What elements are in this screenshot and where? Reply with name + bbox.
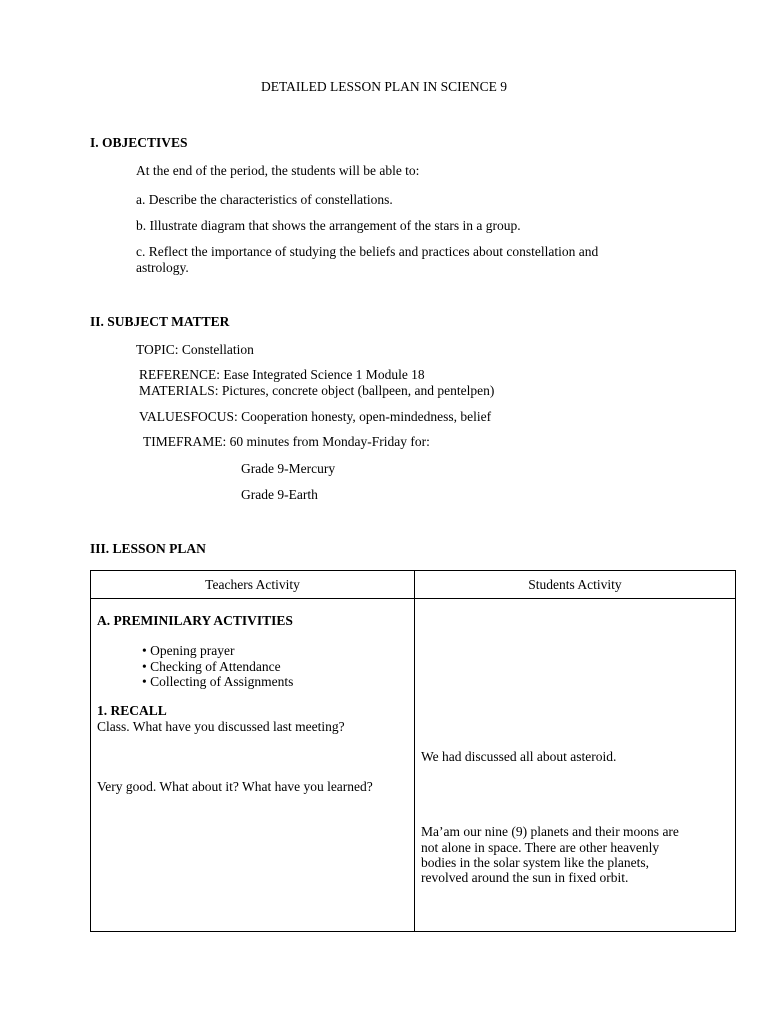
objective-item-a: a. Describe the characteristics of constellations. <box>136 192 393 207</box>
preliminary-activities-list <box>142 643 293 690</box>
column-header-students: Students Activity <box>415 571 736 599</box>
preliminary-activities-heading: A. PREMINILARY ACTIVITIES <box>97 613 293 628</box>
lesson-plan-table <box>90 570 736 932</box>
objectives-heading: I. OBJECTIVES <box>90 135 188 150</box>
students-activity-cell <box>415 599 736 932</box>
grade-item: Grade 9-Mercury <box>241 461 336 476</box>
student-line: not alone in space. There are other heavenly <box>421 840 660 855</box>
objective-item-c: c. Reflect the importance of studying the beliefs and practices about constellation and <box>136 244 599 259</box>
list-item: • Checking of Attendance <box>142 658 281 674</box>
materials-line: MATERIALS: Pictures, concrete object (ballpeen, and pentelpen) <box>139 383 495 398</box>
teacher-line: Very good. What about it? What have you learned? <box>97 779 373 794</box>
student-line: Ma’am our nine (9) planets and their moons are <box>421 824 679 839</box>
table-row <box>91 599 736 932</box>
document-title: DETAILED LESSON PLAN IN SCIENCE 9 <box>260 79 508 94</box>
teacher-line: Class. What have you discussed last meeting? <box>97 719 345 734</box>
timeframe-line: TIMEFRAME: 60 minutes from Monday-Friday for: <box>143 434 430 449</box>
student-line: bodies in the solar system like the planets, <box>421 855 649 870</box>
objective-item-b: b. Illustrate diagram that shows the arrangement of the stars in a group. <box>136 218 521 233</box>
values-focus-line: VALUESFOCUS: Cooperation honesty, open-mindedness, belief <box>139 409 492 424</box>
student-line: We had discussed all about asteroid. <box>421 749 617 764</box>
objectives-intro: At the end of the period, the students will be able to: <box>136 163 420 178</box>
topic-line: TOPIC: Constellation <box>136 342 254 357</box>
column-header-teachers: Teachers Activity <box>91 571 415 599</box>
table-header-row <box>91 571 736 599</box>
teachers-activity-cell <box>91 599 415 932</box>
recall-heading: 1. RECALL <box>97 703 167 718</box>
list-item: • Collecting of Assignments <box>142 674 294 689</box>
lesson-plan-heading: III. LESSON PLAN <box>90 541 206 556</box>
objective-item-c-continued: astrology. <box>136 260 189 275</box>
list-item: • Opening prayer <box>142 643 235 658</box>
reference-line: REFERENCE: Ease Integrated Science 1 Module 18 <box>139 367 425 382</box>
student-line: revolved around the sun in fixed orbit. <box>421 870 629 885</box>
subject-matter-heading: II. SUBJECT MATTER <box>90 314 230 329</box>
grade-item: Grade 9-Earth <box>241 487 318 502</box>
